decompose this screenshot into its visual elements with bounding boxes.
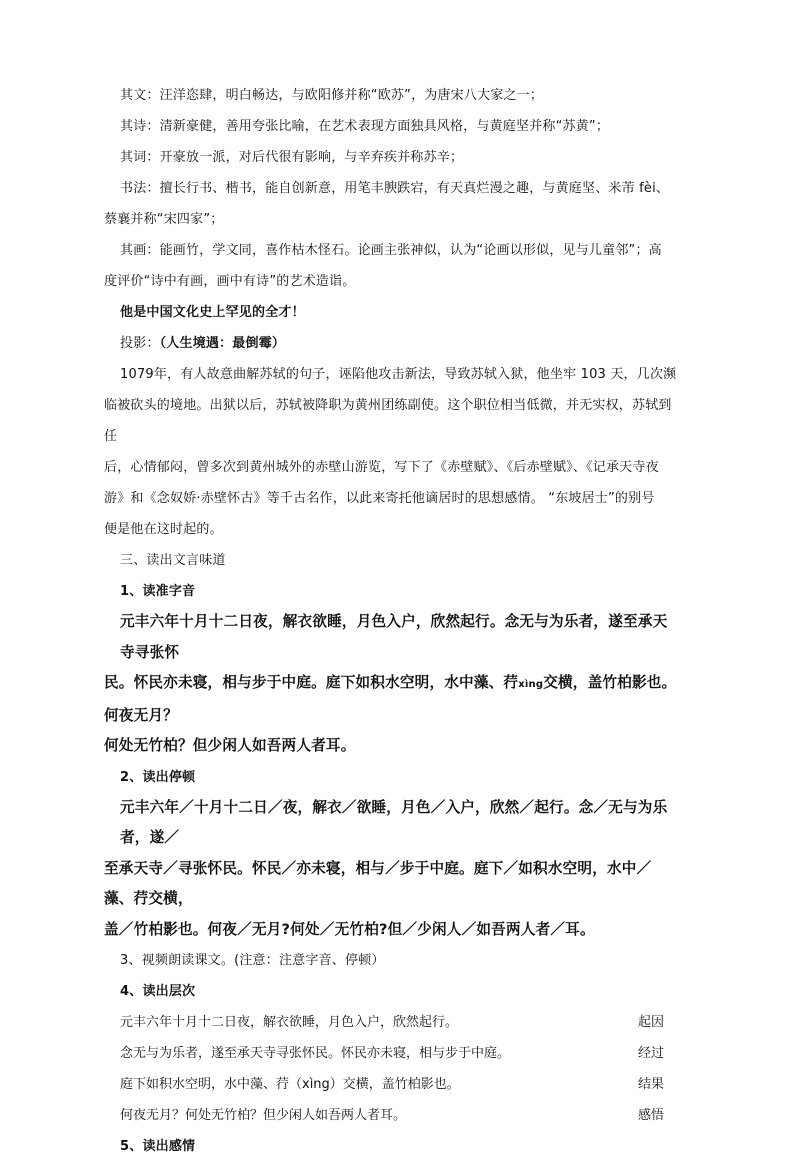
s2-text-line2: 至承天寺／寻张怀民。怀民／亦未寝，相与／步于中庭。庭下／如积水空明，水中／藻、荇交横， xyxy=(104,859,652,907)
touying-title: （人生境遇：最倒霉） xyxy=(159,336,286,351)
layer-tag: 结果 xyxy=(638,1077,665,1092)
s1-pinyin-xing: xìng xyxy=(518,679,544,690)
intro-shufa-line2: 蔡襄并称“宋四家”； xyxy=(104,212,224,227)
intro-wen: 其文：汪洋恣肆，明白畅达，与欧阳修并称“欧苏”，为唐宋八大家之一； xyxy=(120,88,544,103)
touying-paragraph-line2: 临被砍头的境地。出狱以后，苏轼被降职为黄州团练副使。这个职位相当低微，并无实权，苏轼到任 xyxy=(104,398,672,444)
layer-row xyxy=(120,1100,680,1131)
intro-shi: 其诗：清新豪健，善用夸张比喻，在艺术表现方面独具风格，与黄庭坚并称“苏黄”； xyxy=(120,119,610,134)
layer-row xyxy=(120,1069,680,1100)
intro-hua-line2: 度评价“诗中有画，画中有诗”的艺术造诣。 xyxy=(104,274,356,289)
intro-hua-line1: 其画：能画竹，学文同，喜作枯木怪石。论画主张神似，认为“论画以形似，见与儿童邻”；高 xyxy=(120,243,662,258)
quancai-statement: 他是中国文化史上罕见的全才！ xyxy=(120,305,305,320)
layer-tag: 经过 xyxy=(638,1046,665,1061)
layer-row xyxy=(120,1038,680,1069)
intro-shufa-line1: 书法：擅长行书、楷书，能自创新意，用笔丰腴跌宕，有天真烂漫之趣，与黄庭坚、米芾 fèi、 xyxy=(120,181,670,196)
layer-text: 庭下如积水空明，水中藻、荇（xìng）交横，盖竹柏影也。 xyxy=(120,1077,460,1092)
s1-text-line2b: 交横，盖竹柏影也。何夜无月？ xyxy=(104,674,677,724)
s1-text-line2a: 民。怀民亦未寝，相与步于中庭。庭下如积水空明，水中藻、荇 xyxy=(104,674,519,691)
layer-text: 念无与为乐者，遂至承天寺寻张怀民。怀民亦未寝，相与步于中庭。 xyxy=(120,1046,511,1061)
touying-paragraph-line1: 1079年，有人故意曲解苏轼的句子，诬陷他攻击新法，导致苏轼入狱，他坐牢 103 天，几次濒 xyxy=(120,367,677,382)
document-body xyxy=(104,80,680,1162)
layer-tag: 感悟 xyxy=(638,1108,665,1123)
s2-text-line3: 盖／竹柏影也。何夜／无月?何处／无竹柏?但／少闲人／如吾两人者／耳。 xyxy=(104,920,595,938)
section3-heading: 三、读出文言味道 xyxy=(120,553,226,568)
layer-text: 元丰六年十月十二日夜，解衣欲睡，月色入户，欣然起行。 xyxy=(120,1015,459,1030)
s2-heading: 2、读出停顿 xyxy=(120,769,196,785)
s2-text-line1: 元丰六年／十月十二日／夜，解衣／欲睡，月色／入户，欣然／起行。念／无与为乐者，遂／ xyxy=(120,798,668,846)
s1-text-line1: 元丰六年十月十二日夜，解衣欲睡，月色入户，欣然起行。念无与为乐者，遂至承天寺寻张怀 xyxy=(120,613,668,661)
s1-heading: 1、读准字音 xyxy=(120,584,196,599)
s1-text-line3: 何处无竹柏？但少闲人如吾两人者耳。 xyxy=(104,737,356,754)
touying-paragraph-line3: 后，心情郁闷，曾多次到黄州城外的赤壁山游览，写下了《赤壁赋》、《后赤壁赋》、《记承天寺夜 xyxy=(104,460,659,475)
s5-heading: 5、读出感情 xyxy=(120,1139,196,1154)
s4-heading: 4、读出层次 xyxy=(120,984,196,999)
layer-row xyxy=(120,1007,680,1038)
layer-tag: 起因 xyxy=(638,1015,665,1030)
touying-line xyxy=(120,328,680,359)
s3-instruction: 3、视频朗读课文。(注意：注意字音、停顿） xyxy=(120,953,385,968)
intro-ci: 其词：开豪放一派，对后代很有影响，与辛弃疾并称苏辛； xyxy=(120,150,464,165)
touying-paragraph-line4: 游》和《念奴娇·赤壁怀古》等千古名作，以此来寄托他谪居时的思想感情。 “东坡居士”的别号 xyxy=(104,491,655,506)
s1-text-line2 xyxy=(104,668,680,731)
touying-paragraph-line5: 便是他在这时起的。 xyxy=(104,522,223,537)
layer-text: 何夜无月？何处无竹柏？但少闲人如吾两人者耳。 xyxy=(120,1108,407,1123)
touying-label: 投影： xyxy=(120,336,160,351)
